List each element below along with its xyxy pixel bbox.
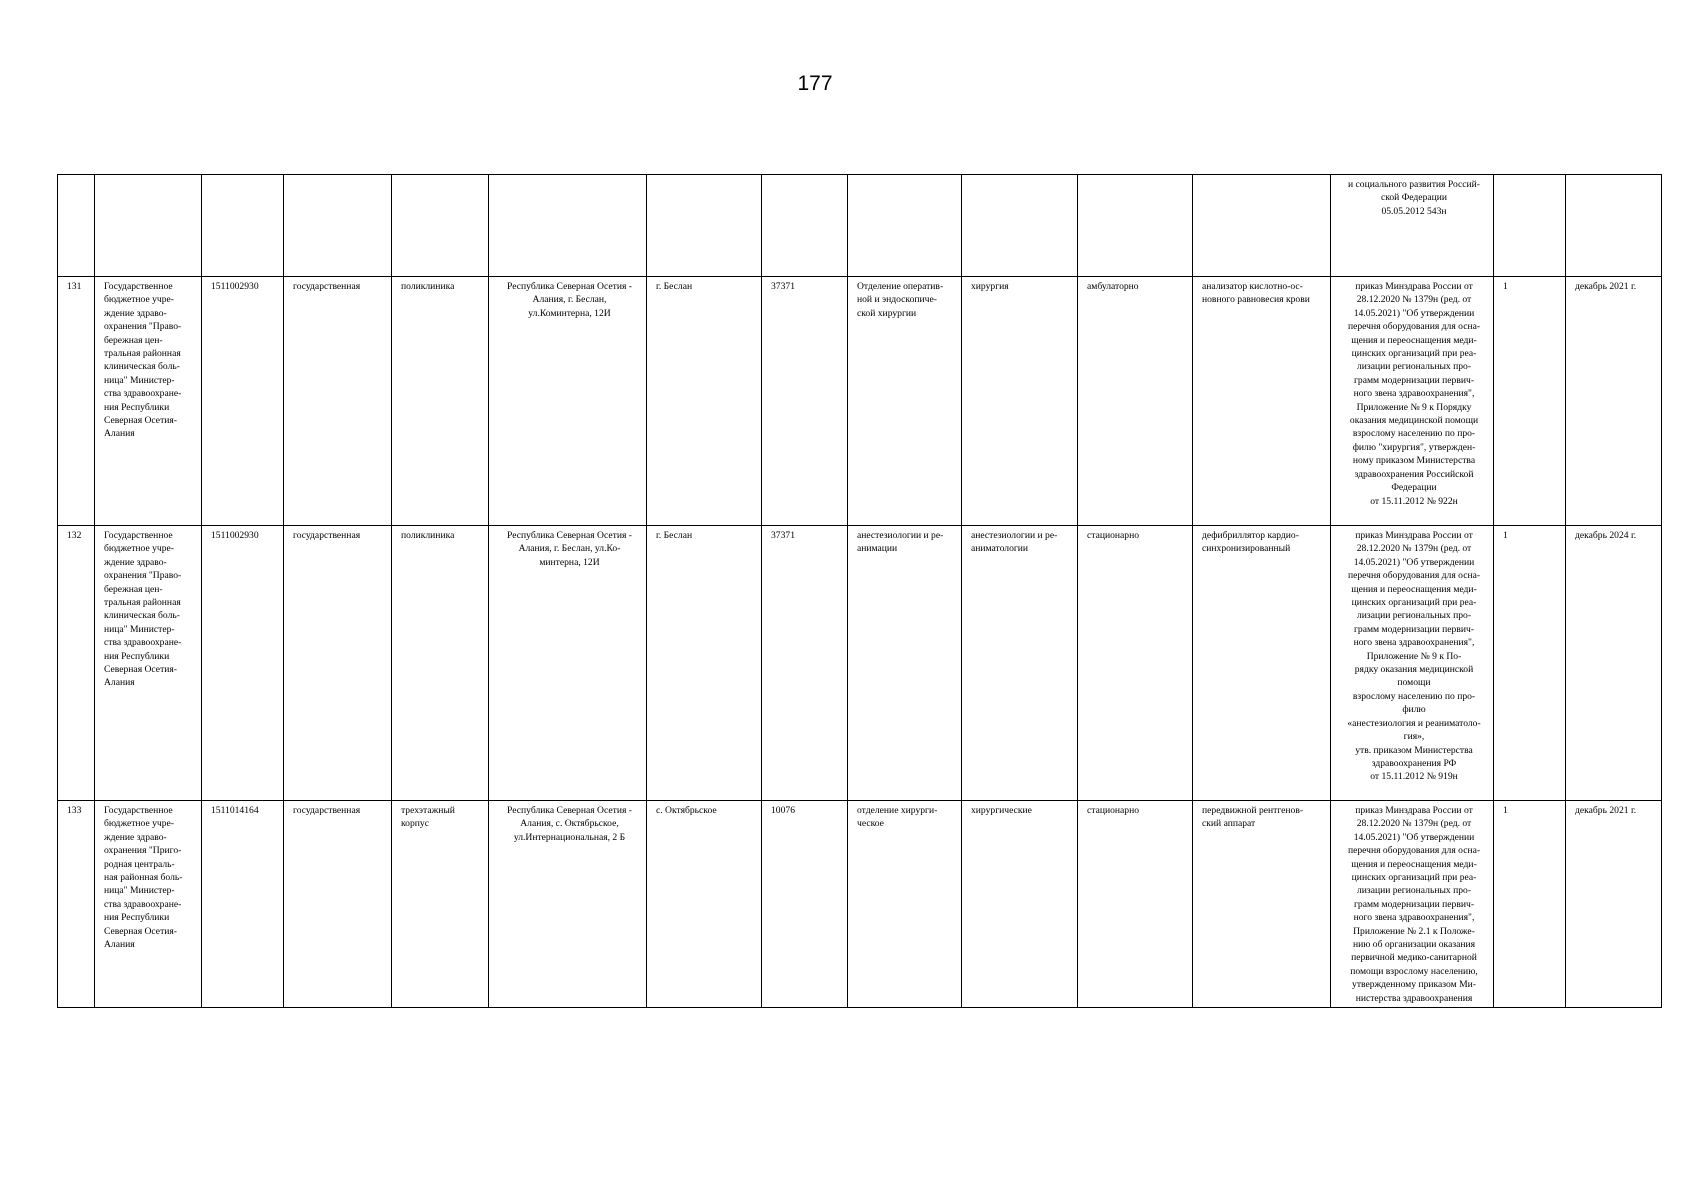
- inn-cell: 1511002930: [202, 277, 284, 526]
- quantity-cell: 1: [1494, 277, 1566, 526]
- organization-cell: Государственное бюджетное учре- ждение здраво- охранения "Приго- родная централь- ная районная боль- ница" Министер- ства здравоохране- ния Республики Северная Осетия- Алания: [95, 801, 202, 1008]
- condition-cell: амбулаторно: [1078, 277, 1193, 526]
- profile-cell: хирургия: [962, 277, 1078, 526]
- table-row: [58, 801, 1662, 1008]
- department-cell: отделение хирурги- ческое: [848, 801, 962, 1008]
- population-cell: 37371: [762, 526, 848, 801]
- basis-cell: приказ Минздрава России от 28.12.2020 № 1379н (ред. от 14.05.2021) "Об утверждении перечня оборудования для осна- щения и переоснащения меди- цинских организаций при реа- лизации региональных про- грамм модернизации первич- ного звена здравоохранения", Приложение № 9 к Порядку оказания медицинской помощи взрослому населению по про- филю "хирургия", утвержден- ному приказом Министерства здравоохранения Российской Федерации от 15.11.2012 № 922н: [1331, 277, 1494, 526]
- cell: [489, 175, 647, 277]
- population-cell: 37371: [762, 277, 848, 526]
- row-number: 133: [58, 801, 95, 1008]
- address-cell: Республика Северная Осетия - Алания, г. Беслан, ул.Ко- минтерна, 12И: [489, 526, 647, 801]
- cell: [762, 175, 848, 277]
- basis-cell: и социального развития Россий- ской Федерации 05.05.2012 543н: [1331, 175, 1494, 277]
- inn-cell: 1511002930: [202, 526, 284, 801]
- condition-cell: стационарно: [1078, 526, 1193, 801]
- ownership-cell: государственная: [284, 801, 392, 1008]
- continuation-row: [58, 175, 1662, 277]
- profile-cell: хирургические: [962, 801, 1078, 1008]
- object-cell: поликлиника: [392, 277, 489, 526]
- basis-cell: приказ Минздрава России от 28.12.2020 № 1379н (ред. от 14.05.2021) "Об утверждении перечня оборудования для осна- щения и переоснащения меди- цинских организаций при реа- лизации региональных про- грамм модернизации первич- ного звена здравоохранения", Приложение № 9 к По- рядку оказания медицинской помощи взрослому населению по про- филю «анестезиология и реаниматоло- гия», утв. приказом Министерства здравоохранения РФ от 15.11.2012 № 919н: [1331, 526, 1494, 801]
- condition-cell: стационарно: [1078, 801, 1193, 1008]
- row-number: 131: [58, 277, 95, 526]
- cell: [1494, 175, 1566, 277]
- locality-cell: г. Беслан: [647, 277, 762, 526]
- population-cell: 10076: [762, 801, 848, 1008]
- equipment-cell: анализатор кислотно-ос- новного равновесия крови: [1193, 277, 1331, 526]
- object-cell: поликлиника: [392, 526, 489, 801]
- quantity-cell: 1: [1494, 526, 1566, 801]
- cell: [58, 175, 95, 277]
- row-number: 132: [58, 526, 95, 801]
- equipment-table: [57, 174, 1662, 1008]
- address-cell: Республика Северная Осетия - Алания, г. Беслан, ул.Коминтерна, 12И: [489, 277, 647, 526]
- date-cell: декабрь 2021 г.: [1566, 277, 1662, 526]
- address-cell: Республика Северная Осетия - Алания, с. Октябрьское, ул.Интернациональная, 2 Б: [489, 801, 647, 1008]
- cell: [647, 175, 762, 277]
- quantity-cell: 1: [1494, 801, 1566, 1008]
- cell: [1193, 175, 1331, 277]
- equipment-cell: дефибриллятор кардио- синхронизированный: [1193, 526, 1331, 801]
- page-number: 177: [797, 72, 833, 95]
- organization-cell: Государственное бюджетное учре- ждение здраво- охранения "Право- бережная цен- тральная районная клиническая боль- ница" Министер- ства здравоохране- ния Республики Северная Осетия- Алания: [95, 277, 202, 526]
- date-cell: декабрь 2021 г.: [1566, 801, 1662, 1008]
- date-cell: декабрь 2024 г.: [1566, 526, 1662, 801]
- organization-cell: Государственное бюджетное учре- ждение здраво- охранения "Право- бережная цен- тральная районная клиническая боль- ница" Министер- ства здравоохране- ния Республики Северная Осетия- Алания: [95, 526, 202, 801]
- cell: [962, 175, 1078, 277]
- cell: [1566, 175, 1662, 277]
- table-row: [58, 277, 1662, 526]
- locality-cell: г. Беслан: [647, 526, 762, 801]
- department-cell: Отделение оператив- ной и эндоскопиче- ской хирургии: [848, 277, 962, 526]
- profile-cell: анестезиологии и ре- аниматологии: [962, 526, 1078, 801]
- cell: [392, 175, 489, 277]
- cell: [848, 175, 962, 277]
- object-cell: трехэтажный корпус: [392, 801, 489, 1008]
- table-row: [58, 526, 1662, 801]
- locality-cell: с. Октябрьское: [647, 801, 762, 1008]
- equipment-cell: передвижной рентгенов- ский аппарат: [1193, 801, 1331, 1008]
- cell: [284, 175, 392, 277]
- inn-cell: 1511014164: [202, 801, 284, 1008]
- ownership-cell: государственная: [284, 526, 392, 801]
- department-cell: анестезиологии и ре- анимации: [848, 526, 962, 801]
- cell: [1078, 175, 1193, 277]
- ownership-cell: государственная: [284, 277, 392, 526]
- cell: [202, 175, 284, 277]
- basis-cell: приказ Минздрава России от 28.12.2020 № 1379н (ред. от 14.05.2021) "Об утверждении перечня оборудования для осна- щения и переоснащения меди- цинских организаций при реа- лизации региональных про- грамм модернизации первич- ного звена здравоохранения", Приложение № 2.1 к Положе- нию об организации оказания первичной медико-санитарной помощи взрослому населению, утвержденному приказом Ми- нистерства здравоохранения: [1331, 801, 1494, 1008]
- cell: [95, 175, 202, 277]
